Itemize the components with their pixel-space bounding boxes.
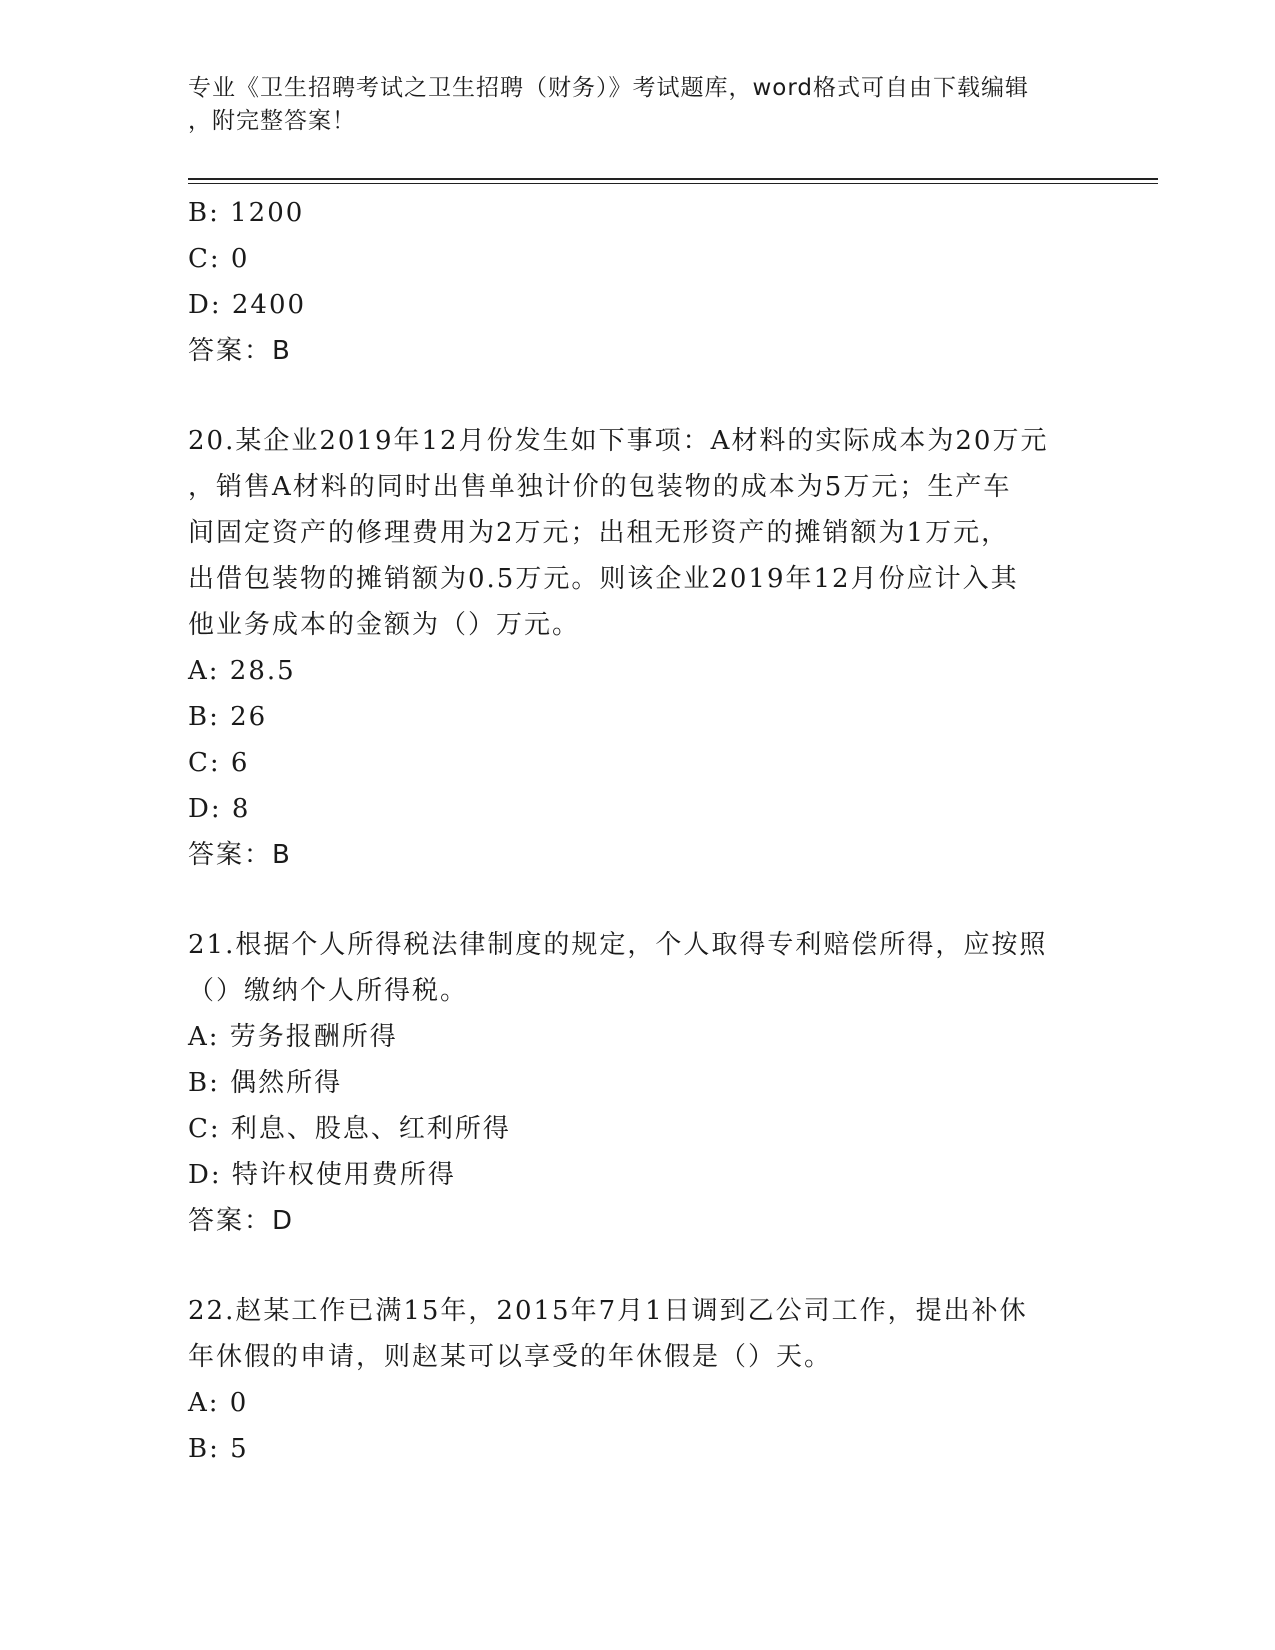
option-b: B: 5 (188, 1434, 249, 1464)
option-a: A: 劳务报酬所得 (188, 1022, 398, 1052)
question-stem-line: 20.某企业2019年12月份发生如下事项：A材料的实际成本为20万元 (188, 426, 1049, 456)
option-c: C: 0 (188, 244, 250, 274)
option-d: D: 2400 (188, 290, 307, 320)
header-line: 专业《卫生招聘考试之卫生招聘（财务）》考试题库，word格式可自由下载编辑 (188, 75, 1030, 101)
option-d: D: 特许权使用费所得 (188, 1160, 456, 1190)
question-list (188, 190, 1088, 1472)
header-line: ，附完整答案！ (188, 108, 356, 134)
option-b: B: 26 (188, 702, 268, 732)
page-header (188, 72, 1068, 138)
answer: 答案：D (188, 1206, 295, 1236)
answer: 答案：B (188, 840, 292, 870)
question-stem-line: 22.赵某工作已满15年，2015年7月1日调到乙公司工作，提出补休 (188, 1296, 1028, 1326)
header-divider (188, 183, 1158, 184)
question-21 (188, 922, 1088, 1244)
question-stem-line: 间固定资产的修理费用为2万元；出租无形资产的摊销额为1万元， (188, 518, 1010, 548)
question-stem-line: 21.根据个人所得税法律制度的规定，个人取得专利赔偿所得，应按照 (188, 930, 1048, 960)
option-b: B: 偶然所得 (188, 1068, 343, 1098)
option-c: C: 6 (188, 748, 250, 778)
question-stem-line: 年休假的申请，则赵某可以享受的年休假是（）天。 (188, 1342, 833, 1372)
option-b: B: 1200 (188, 198, 305, 228)
header-divider (188, 178, 1158, 180)
question-stem-line: （）缴纳个人所得税。 (188, 976, 469, 1006)
question-22 (188, 1288, 1088, 1472)
question-stem-line: 他业务成本的金额为（）万元。 (188, 610, 581, 640)
option-d: D: 8 (188, 794, 251, 824)
question-stem-line: 出借包装物的摊销额为0.5万元。则该企业2019年12月份应计入其 (188, 564, 1019, 594)
option-a: A: 28.5 (188, 656, 296, 686)
option-a: A: 0 (188, 1388, 249, 1418)
answer: 答案：B (188, 336, 292, 366)
question-20 (188, 418, 1088, 878)
question-19 (188, 190, 1088, 374)
question-stem-line: ，销售A材料的同时出售单独计价的包装物的成本为5万元；生产车 (188, 472, 1012, 502)
option-c: C: 利息、股息、红利所得 (188, 1114, 511, 1144)
